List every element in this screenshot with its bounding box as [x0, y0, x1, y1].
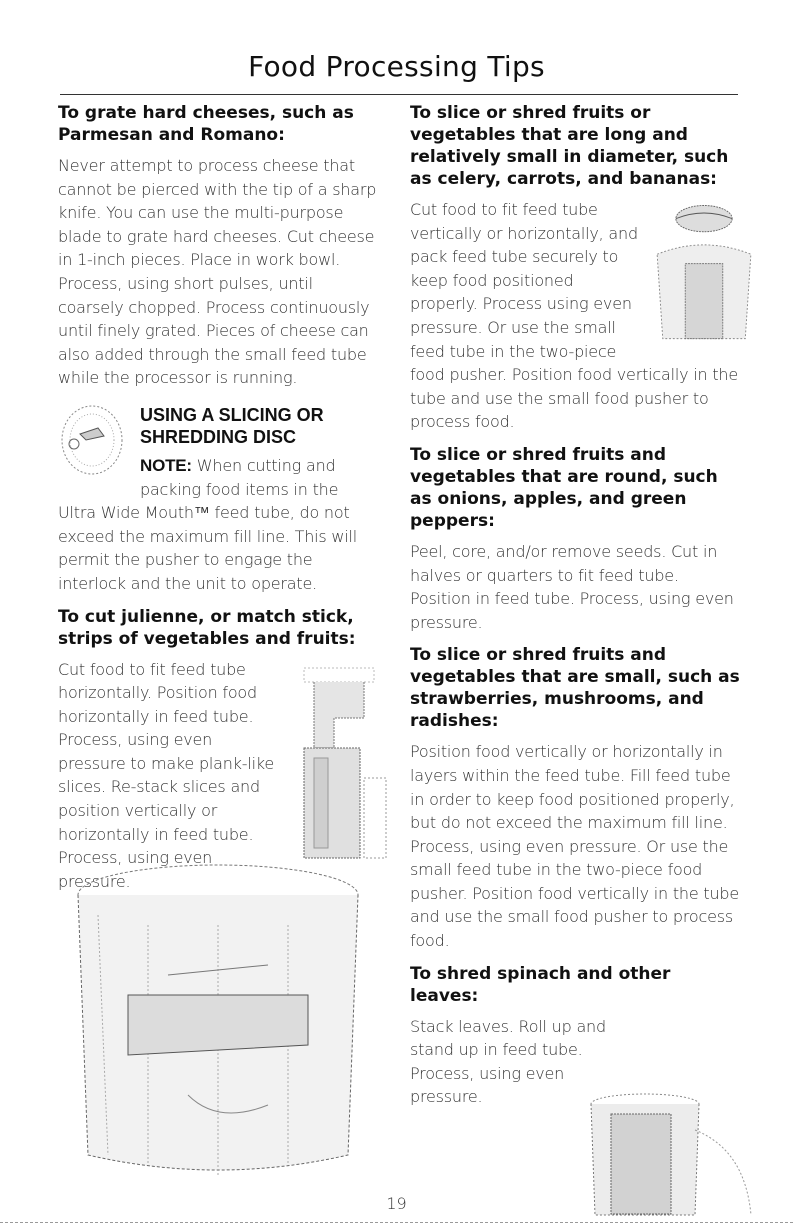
note-heading: USING A SLICING OR SHREDDING DISC: [140, 404, 324, 447]
section-heading-leaves: To shred spinach and other leaves:: [410, 963, 671, 1006]
title-rule: [60, 94, 738, 95]
section-heading-small-foods: To slice or shred fruits and vegetables that are small, such as strawberries, mushrooms, and radishes:: [410, 645, 740, 732]
section-body-julienne: Cut food to fit feed tube horizontally. Position food horizontally in feed tube. Process, using even pressure to make plank-like slices. Re-stack slices and position vertically or horizontally in feed tube. Process, using even pressure.: [58, 659, 274, 891]
section-heading-grate-cheese: To grate hard cheeses, such as Parmesan and Romano:: [58, 103, 354, 145]
section-body-round-foods: Peel, core, and/or remove seeds. Cut in halves or quarters to fit feed tube. Position in feed tube. Process, using even pressure.: [410, 541, 734, 632]
section-body-long-foods: Cut food to fit feed tube vertically or horizontally, and pack feed tube securely to keep food positioned properly. Process using even pressure. Or use the small feed tube in the two-piece food pusher. Position food vertically in the tube and use the small food pusher to process food.: [410, 200, 738, 432]
right-column: [410, 100, 742, 1119]
page-number: 19: [386, 1194, 407, 1213]
note-body: When cutting and packing food items in the Ultra Wide Mouth™ feed tube, do not exceed the maximum fill line. This will permit the pusher to engage the interlock and the unit to operate.: [58, 455, 358, 593]
slicing-disc-note: [58, 400, 380, 596]
page-title: Food Processing Tips: [248, 50, 545, 83]
section-body-grate-cheese: Never attempt to process cheese that cannot be pierced with the tip of a sharp knife. You can use the multi-purpose blade to grate hard cheeses. Cut cheese in 1-inch pieces. Place in work bowl. Process, using short pulses, until coarsely chopped. Process continuously until finely grated. Pieces of cheese can also added through the small feed tube while the processor is running.: [58, 156, 377, 388]
left-column: [58, 100, 380, 903]
section-body-leaves: Stack leaves. Roll up and stand up in feed tube. Process, using even pressure.: [410, 1016, 606, 1107]
section-heading-long-foods: To slice or shred fruits or vegetables that are long and relatively small in diameter, such as celery, carrots, and bananas:: [410, 103, 729, 189]
section-heading-julienne: To cut julienne, or match stick, strips of vegetables and fruits:: [58, 606, 356, 649]
page-bottom-rule: [0, 1222, 793, 1223]
work-bowl-illustration: [68, 855, 368, 1185]
long-foods-text-wrap: [410, 198, 742, 434]
section-heading-round-foods: To slice or shred fruits and vegetables that are round, such as onions, apples, and green peppers:: [410, 444, 718, 531]
slicing-disc-icon: [58, 400, 130, 480]
note-label: NOTE:: [140, 455, 192, 475]
feed-tube-pusher-illustration: [284, 658, 394, 868]
feed-tube-top-illustration: [644, 198, 764, 348]
section-body-small-foods: Position food vertically or horizontally in layers within the feed tube. Fill feed tube in order to keep food positioned properly, but do not exceed the maximum fill line. Process, using even pressure. Or use the small feed tube in the two-piece food pusher. Position food vertically in the tube and use the small food pusher to process food.: [410, 742, 740, 951]
